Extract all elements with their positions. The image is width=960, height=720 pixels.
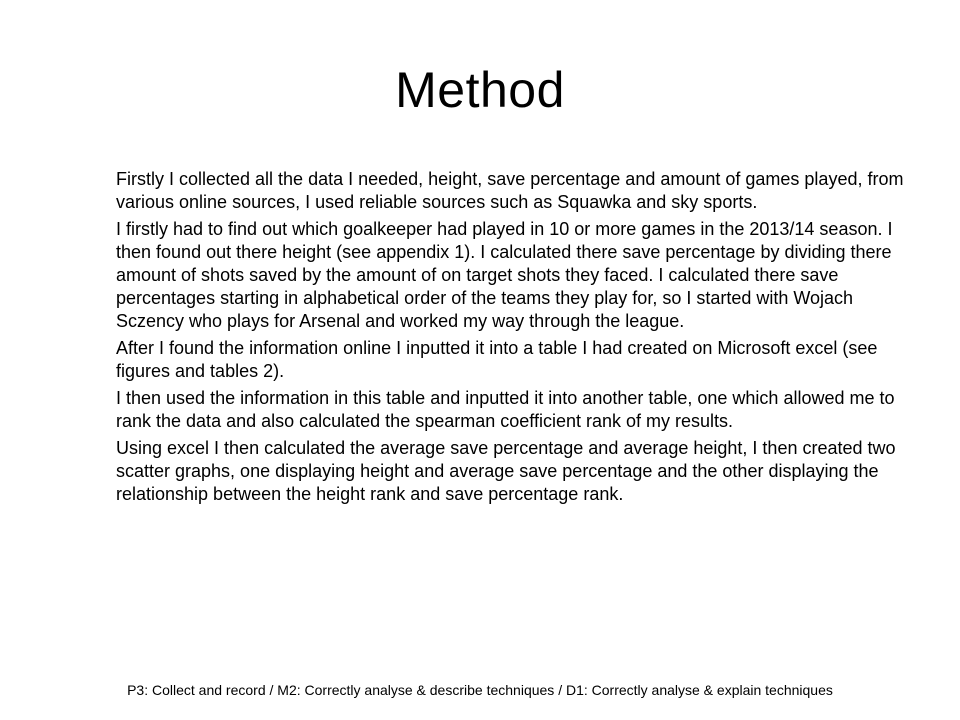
paragraph-excel-table: After I found the information online I inputted it into a table I had created on Microsoft excel (see figures and tables 2). [116, 338, 878, 381]
slide-title: Method [395, 62, 565, 118]
slide-body [116, 168, 906, 510]
paragraph-scatter-graphs: Using excel I then calculated the average save percentage and average height, I then created two scatter graphs, one displaying height and average save percentage and the other displaying the relationship between the height rank and save percentage rank. [116, 438, 896, 504]
paragraph-data-collection: Firstly I collected all the data I needed, height, save percentage and amount of games played, from various online sources, I used reliable sources such as Squawka and sky sports. [116, 169, 904, 212]
paragraph-save-percentage: I firstly had to find out which goalkeeper had played in 10 or more games in the 2013/14 season. I then found out there height (see appendix 1). I calculated there save percentage by dividing there amount of shots saved by the amount of on target shots they faced. I calculated there save percentages starting in alphabetical order of the teams they play for, so I started with Wojach Sczency who plays for Arsenal and worked my way through the league. [116, 219, 893, 331]
paragraph-ranking: I then used the information in this table and inputted it into another table, one which allowed me to rank the data and also calculated the spearman coefficient rank of my results. [116, 388, 895, 431]
slide-footer: P3: Collect and record / M2: Correctly analyse & describe techniques / D1: Correctly analyse & explain techniques [127, 682, 833, 698]
